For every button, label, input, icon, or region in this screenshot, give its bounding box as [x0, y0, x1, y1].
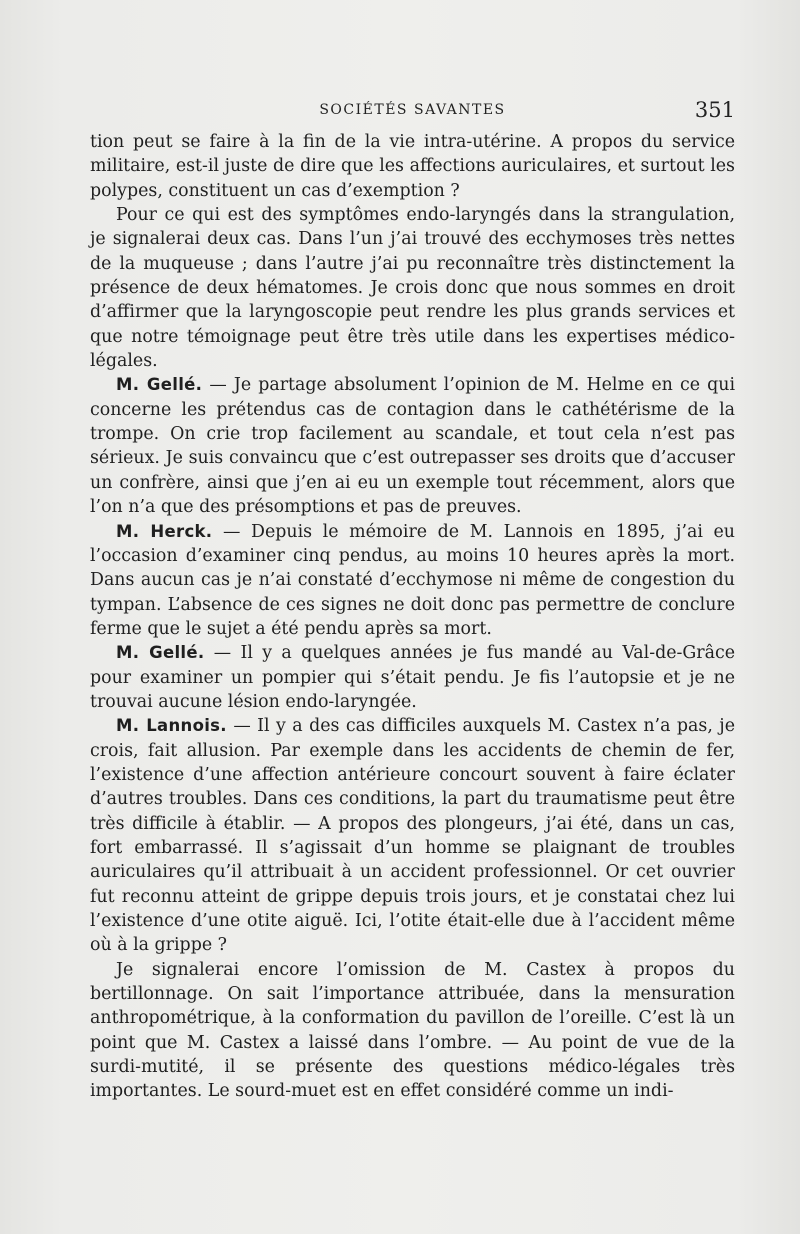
speaker-name: M. Gellé.: [116, 375, 203, 395]
paragraph-text: — Depuis le mémoire de M. Lannois en 1895, j’ai eu l’occasion d’examiner cinq pendus, au moins 10 heures après la mort. Dans aucun cas je n’ai constaté d’ecchymose ni même de congestion du tympan. L’absence de ces signes ne doit donc pas permettre de conclure ferme que le sujet a été pendu après sa mort.: [90, 521, 736, 639]
paragraph-text: tion peut se faire à la fin de la vie intra-utérine. A propos du service militaire, est-il juste de dire que les affections auriculaires, et surtout les polypes, constituent un cas d’exemption ?: [90, 132, 735, 201]
page-header: [90, 98, 735, 124]
running-head: SOCIÉTÉS SAVANTES: [319, 102, 506, 118]
paragraph: [90, 130, 735, 203]
paragraph-text: — Il y a quelques années je fus mandé au Val-de-Grâce pour examiner un pompier qui s’était pendu. Je fis l’autopsie et je ne trouvai aucune lésion endo-laryngée.: [90, 643, 735, 712]
paragraph: [90, 714, 735, 957]
paragraph: [90, 520, 735, 642]
page-number: 351: [694, 98, 735, 122]
paragraph-text: Pour ce qui est des symptômes endo-laryngés dans la strangulation, je signalerai deux cas. Dans l’un j’ai trouvé des ecchymoses très nettes de la muqueuse ; dans l’autre j’ai pu reconnaître très distinctement la présence de deux hématomes. Je crois donc que nous sommes en droit d’affirmer que la laryngoscopie peut rendre les plus grands services et que notre témoignage peut être très utile dans les expertises médico-légales.: [90, 205, 735, 372]
speaker-name: M. Herck.: [116, 521, 213, 541]
paragraph: [90, 203, 735, 373]
paragraph: [90, 641, 735, 714]
paragraph-text: — Je partage absolument l’opinion de M. Helme en ce qui concerne les prétendus cas de contagion dans le cathétérisme de la trompe. On crie trop facilement au scandale, et tout cela n’est pas sérieux. Je suis convaincu que c’est outrepasser ses droits que d’accuser un confrère, ainsi que j’en ai eu un exemple tout récemment, alors que l’on n’a que des présomptions et pas de preuves.: [90, 375, 736, 518]
speaker-name: M. Gellé.: [116, 643, 205, 663]
speaker-name: M. Lannois.: [116, 716, 227, 736]
body-text: [90, 130, 735, 1104]
paragraph-text: Je signalerai encore l’omission de M. Castex à propos du bertillonnage. On sait l’importance attribuée, dans la mensuration anthropométrique, à la conformation du pavillon de l’oreille. C’est là un point que M. Castex a laissé dans l’ombre. — Au point de vue de la surdi-mutité, il se présente des questions médico-légales très importantes. Le sourd-muet est en effet considéré comme un indi-: [90, 959, 735, 1102]
paragraph: [90, 373, 735, 519]
paragraph: [90, 958, 735, 1104]
paragraph-text: — Il y a des cas difficiles auxquels M. Castex n’a pas, je crois, fait allusion. Par exemple dans les accidents de chemin de fer, l’existence d’une affection antérieure concourt souvent à faire éclater d’autres troubles. Dans ces conditions, la part du traumatisme peut être très difficile à établir. — A propos des plongeurs, j’ai été, dans un cas, fort embarrassé. Il s’agissait d’un homme se plaignant de troubles auriculaires qu’il attribuait à un accident professionnel. Or cet ouvrier fut reconnu atteint de grippe depuis trois jours, et je constatai chez lui l’existence d’une otite aiguë. Ici, l’otite était-elle due à l’accident même où à la grippe ?: [90, 716, 735, 956]
